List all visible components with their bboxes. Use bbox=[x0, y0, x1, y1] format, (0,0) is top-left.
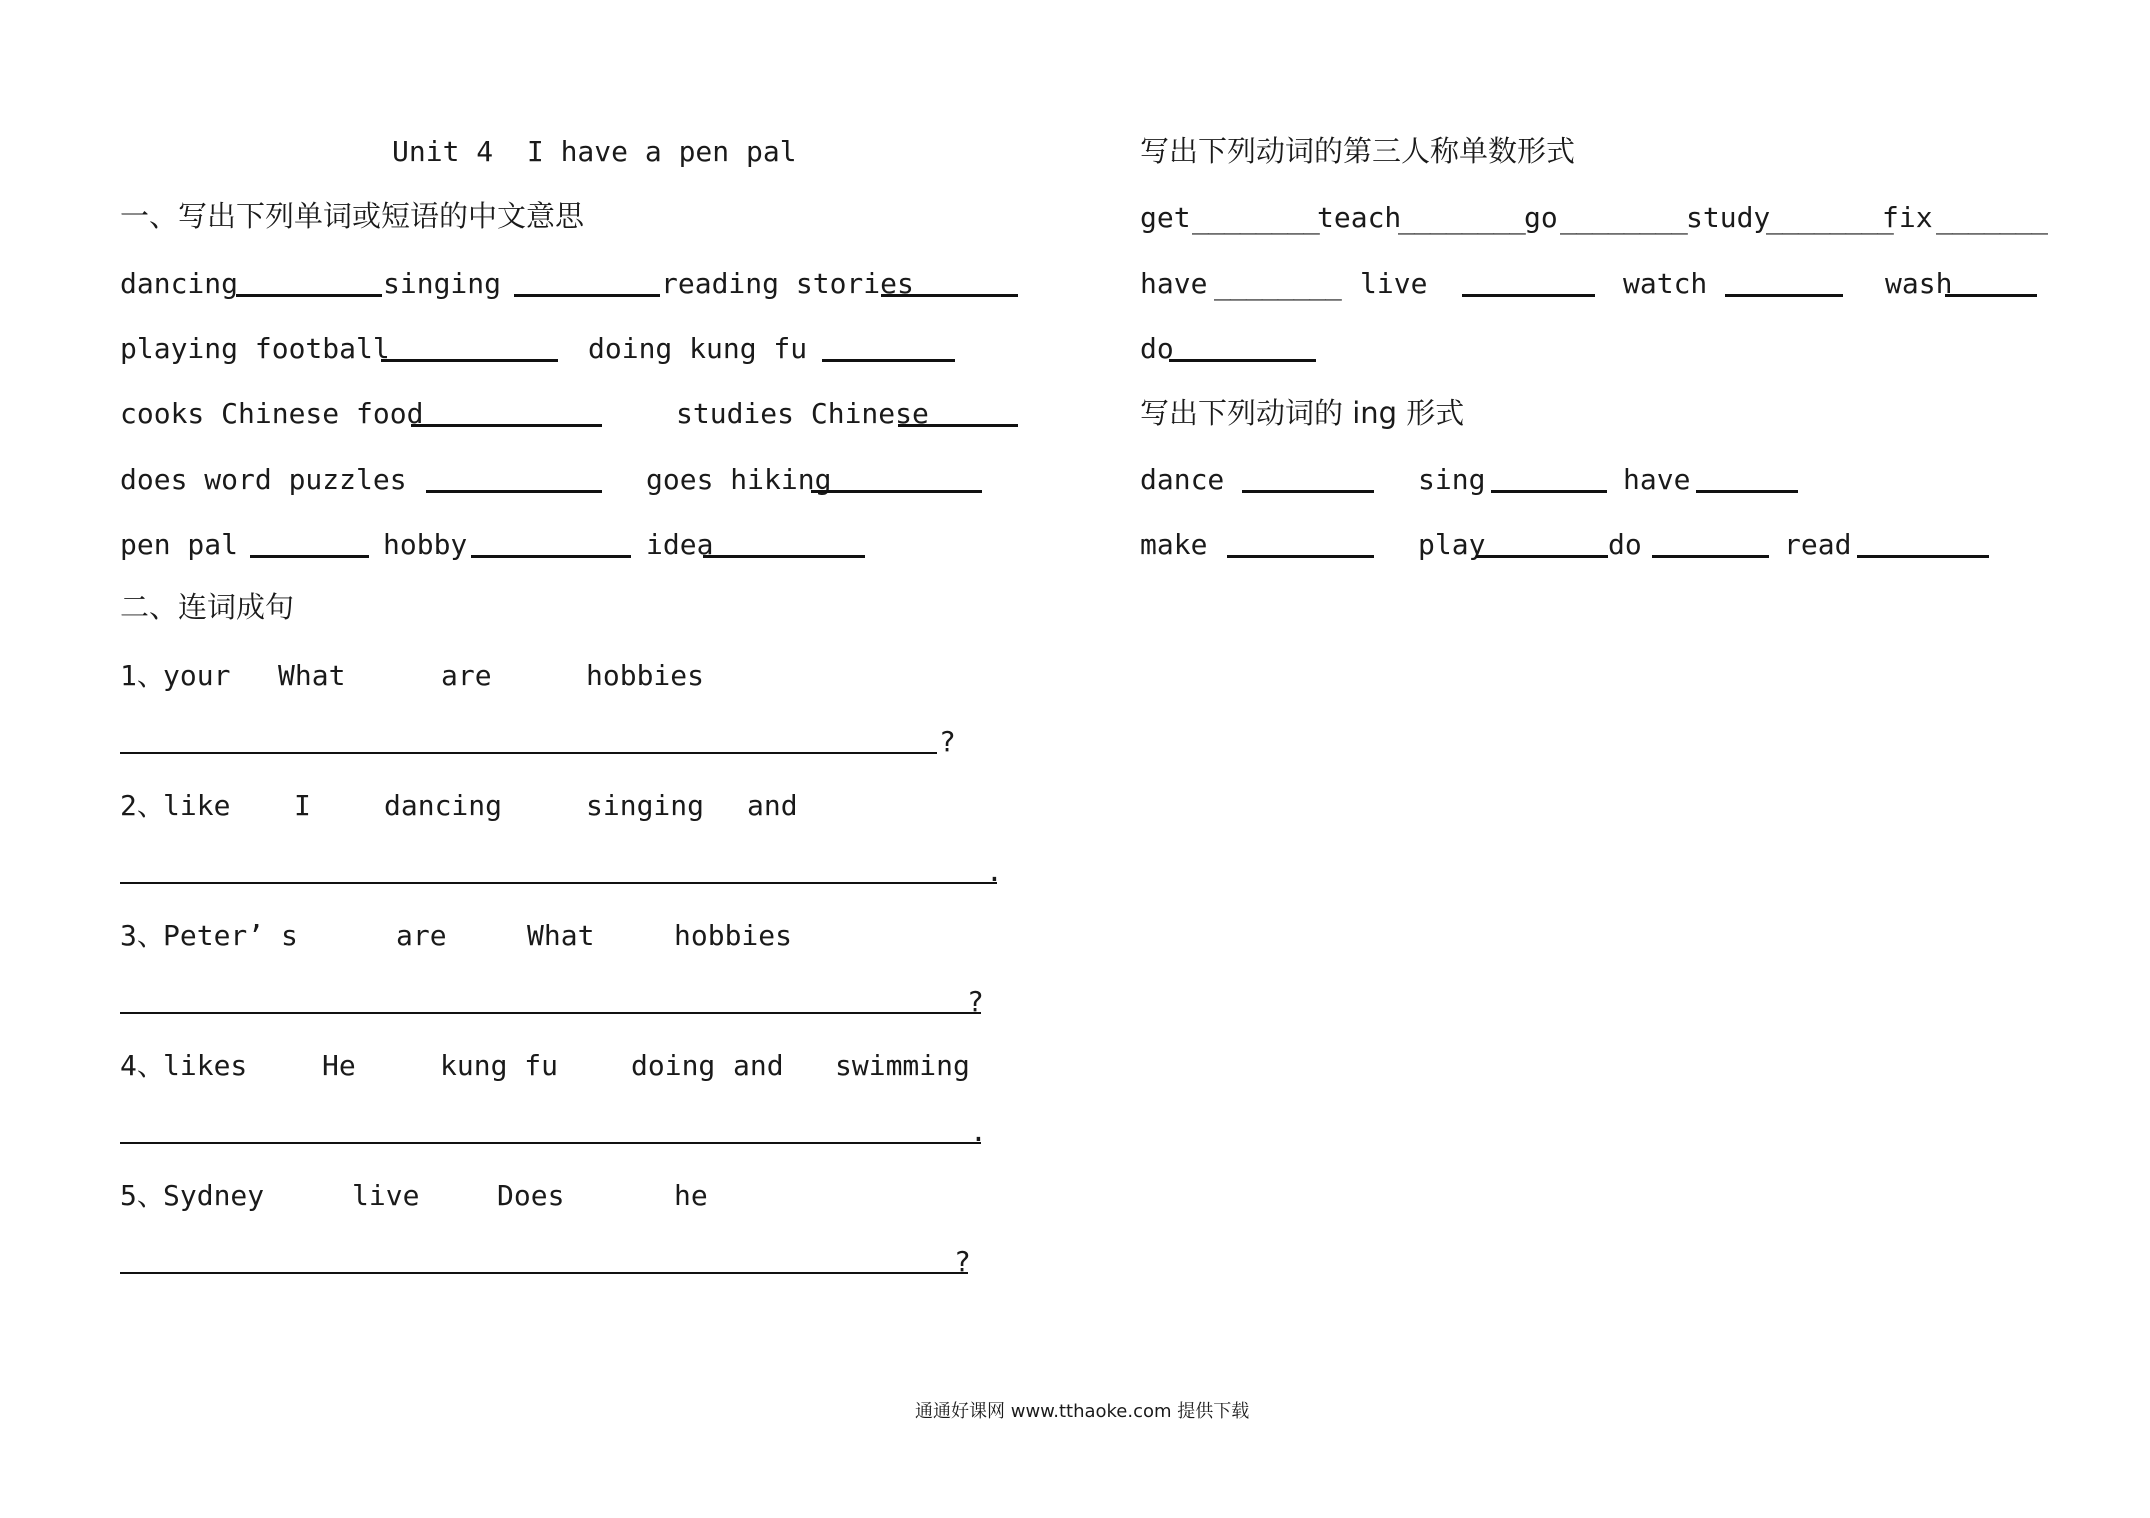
sentence-end-mark: . bbox=[986, 855, 1003, 888]
scrambled-word: like bbox=[163, 789, 231, 822]
verb-item: make bbox=[1140, 528, 1208, 561]
scrambled-word: dancing bbox=[384, 789, 503, 822]
vocab-item: singing bbox=[383, 267, 502, 300]
answer-blank[interactable] bbox=[1857, 555, 1989, 558]
scrambled-word: What bbox=[527, 919, 595, 952]
section1-heading: 一、写出下列单词或短语的中文意思 bbox=[120, 199, 585, 233]
answer-blank[interactable] bbox=[1227, 555, 1374, 558]
scrambled-word: Does bbox=[497, 1179, 565, 1212]
section4-heading: 写出下列动词的 ing 形式 bbox=[1140, 396, 1465, 430]
sentence-end-mark: ? bbox=[954, 1245, 971, 1278]
scrambled-word: your bbox=[163, 659, 231, 692]
verb-item: study bbox=[1686, 201, 1771, 234]
section3-heading: 写出下列动词的第三人称单数形式 bbox=[1140, 134, 1576, 168]
page-title: Unit 4 I have a pen pal bbox=[392, 135, 797, 168]
answer-blank[interactable] bbox=[1696, 490, 1798, 493]
answer-blank[interactable]: ________ bbox=[1214, 268, 1341, 301]
verb-item: teach bbox=[1317, 201, 1402, 234]
answer-blank[interactable] bbox=[471, 555, 631, 558]
scrambled-word: live bbox=[352, 1179, 420, 1212]
vocab-item: does word puzzles bbox=[120, 463, 407, 496]
scrambled-word: he bbox=[674, 1179, 708, 1212]
scrambled-word: hobbies bbox=[674, 919, 793, 952]
answer-blank[interactable] bbox=[1945, 294, 2037, 297]
verb-item: do bbox=[1608, 528, 1642, 561]
answer-blank[interactable] bbox=[1652, 555, 1769, 558]
answer-blank[interactable] bbox=[236, 294, 382, 297]
vocab-item: doing kung fu bbox=[588, 332, 808, 365]
sentence-answer-line[interactable] bbox=[120, 752, 937, 754]
question-number: 3、 bbox=[120, 919, 165, 952]
section2-heading: 二、连词成句 bbox=[120, 590, 295, 624]
sentence-answer-line[interactable] bbox=[120, 1012, 981, 1014]
sentence-answer-line[interactable] bbox=[120, 1272, 968, 1274]
verb-item: go bbox=[1524, 201, 1558, 234]
answer-blank[interactable]: _______ bbox=[1936, 202, 2048, 235]
answer-blank[interactable] bbox=[381, 359, 558, 362]
footer-credit: 通通好课网 www.tthaoke.com 提供下载 bbox=[915, 1401, 1250, 1422]
answer-blank[interactable] bbox=[898, 424, 1018, 427]
question-number: 4、 bbox=[120, 1049, 165, 1082]
vocab-item: idea bbox=[646, 528, 714, 561]
sentence-answer-line[interactable] bbox=[120, 882, 997, 884]
answer-blank[interactable] bbox=[822, 359, 955, 362]
scrambled-word: What bbox=[278, 659, 346, 692]
answer-blank[interactable] bbox=[250, 555, 369, 558]
verb-item: have bbox=[1140, 267, 1208, 300]
scrambled-word: singing bbox=[586, 789, 705, 822]
scrambled-word: doing bbox=[631, 1049, 716, 1082]
question-number: 1、 bbox=[120, 659, 165, 692]
answer-blank[interactable] bbox=[811, 490, 982, 493]
scrambled-word: hobbies bbox=[586, 659, 705, 692]
vocab-item: goes hiking bbox=[646, 463, 832, 496]
verb-item: fix bbox=[1882, 201, 1933, 234]
vocab-item: cooks Chinese food bbox=[120, 397, 424, 430]
answer-blank[interactable] bbox=[1462, 294, 1595, 297]
answer-blank[interactable]: ________ bbox=[1192, 202, 1319, 235]
scrambled-word: Peter’ s bbox=[163, 919, 298, 952]
verb-item: dance bbox=[1140, 463, 1225, 496]
scrambled-word: I bbox=[294, 789, 311, 822]
scrambled-word: swimming bbox=[835, 1049, 970, 1082]
answer-blank[interactable] bbox=[1476, 555, 1608, 558]
vocab-item: studies Chinese bbox=[676, 397, 929, 430]
sentence-answer-line[interactable] bbox=[120, 1142, 981, 1144]
scrambled-word: and bbox=[747, 789, 798, 822]
answer-blank[interactable] bbox=[1242, 490, 1374, 493]
verb-item: do bbox=[1140, 332, 1174, 365]
verb-item: live bbox=[1360, 267, 1428, 300]
answer-blank[interactable]: ________ bbox=[1560, 202, 1687, 235]
answer-blank[interactable] bbox=[881, 294, 1018, 297]
vocab-item: pen pal bbox=[120, 528, 239, 561]
question-number: 5、 bbox=[120, 1179, 165, 1212]
verb-item: wash bbox=[1885, 267, 1953, 300]
answer-blank[interactable] bbox=[703, 555, 865, 558]
question-number: 2、 bbox=[120, 789, 165, 822]
vocab-item: reading stories bbox=[661, 267, 914, 300]
answer-blank[interactable] bbox=[514, 294, 660, 297]
scrambled-word: kung fu bbox=[440, 1049, 559, 1082]
scrambled-word: are bbox=[441, 659, 492, 692]
scrambled-word: are bbox=[396, 919, 447, 952]
answer-blank[interactable]: ________ bbox=[1766, 202, 1893, 235]
answer-blank[interactable] bbox=[1169, 359, 1316, 362]
answer-blank[interactable] bbox=[1725, 294, 1843, 297]
verb-item: read bbox=[1784, 528, 1852, 561]
verb-item: watch bbox=[1623, 267, 1708, 300]
answer-blank[interactable] bbox=[411, 424, 602, 427]
scrambled-word: and bbox=[733, 1049, 784, 1082]
verb-item: get bbox=[1140, 201, 1191, 234]
scrambled-word: He bbox=[322, 1049, 356, 1082]
answer-blank[interactable]: ________ bbox=[1398, 202, 1525, 235]
vocab-item: hobby bbox=[383, 528, 468, 561]
verb-item: play bbox=[1418, 528, 1486, 561]
vocab-item: playing football bbox=[120, 332, 390, 365]
verb-item: sing bbox=[1418, 463, 1486, 496]
vocab-item: dancing bbox=[120, 267, 239, 300]
sentence-end-mark: . bbox=[970, 1115, 987, 1148]
answer-blank[interactable] bbox=[1491, 490, 1607, 493]
scrambled-word: Sydney bbox=[163, 1179, 265, 1212]
scrambled-word: likes bbox=[163, 1049, 248, 1082]
sentence-end-mark: ? bbox=[939, 725, 956, 758]
answer-blank[interactable] bbox=[426, 490, 602, 493]
verb-item: have bbox=[1623, 463, 1691, 496]
sentence-end-mark: ? bbox=[967, 985, 984, 1018]
